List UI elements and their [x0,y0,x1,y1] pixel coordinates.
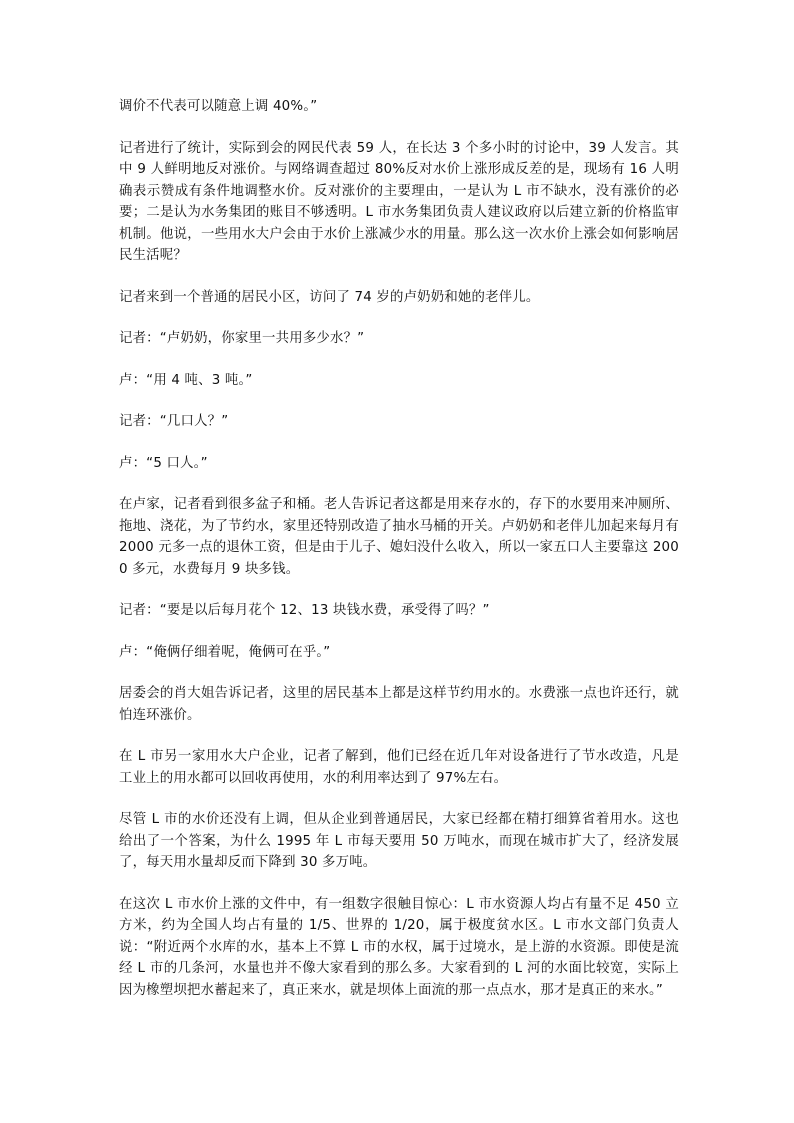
paragraph-lu-household: 在卢家，记者看到很多盆子和桶。老人告诉记者这都是用来存水的，存下的水要用来冲厕所、拖地、浇花，为了节约水，家里还特别改造了抽水马桶的开关。卢奶奶和老伴儿加起来每月有 2000 元多一点的退休工资，但是由于儿子、媳妇没什么收入，所以一家五口人主要靠这 2000 多元，水费每月 9 块多钱。 [119,497,679,577]
paragraph-enterprise: 在 L 市另一家用水大户企业，记者了解到，他们已经在近几年对设备进行了节水改造，凡是工业上的用水都可以回收再使用，水的利用率达到了 97%左右。 [119,749,679,786]
paragraph-water-saving: 尽管 L 市的水价还没有上调，但从企业到普通居民，大家已经都在精打细算省着用水。这也给出了一个答案，为什么 1995 年 L 市每天要用 50 万吨水，而现在城市扩大了，经济发展了，每天用水量却反而下降到 30 多万吨。 [119,812,679,870]
paragraph-neighborhood: 居委会的肖大姐告诉记者，这里的居民基本上都是这样节约用水的。水费涨一点也许还行，就怕连环涨价。 [119,686,679,723]
article-body [119,96,679,1021]
paragraph-meeting-stats: 记者进行了统计，实际到会的网民代表 59 人，在长达 3 个多小时的讨论中，39 人发言。其中 9 人鲜明地反对涨价。与网络调查超过 80%反对水价上涨形成反差的是，现场有 16 人明确表示赞成有条件地调整水价。反对涨价的主要理由，一是认为 L 市不缺水，没有涨价的必要；二是认为水务集团的账目不够透明。L 市水务集团负责人建议政府以后建立新的价格监审机制。他说，一些用水大户会由于水价上涨减少水的用量。那么这一次水价上涨会如何影响居民生活呢？ [119,140,679,263]
dialogue-lu-3: 卢：“俺俩仔细着呢，俺俩可在乎。” [119,644,331,660]
paragraph-price-note: 调价不代表可以随意上调 40%。” [119,99,318,114]
dialogue-lu-2: 卢：“5 口人。” [119,455,208,471]
paragraph-visit-intro: 记者来到一个普通的居民小区，访问了 74 岁的卢奶奶和她的老伴儿。 [119,289,540,305]
dialogue-reporter-2: 记者：“几口人？” [119,414,229,429]
dialogue-lu-1: 卢：“用 4 吨、3 吨。” [119,372,253,388]
paragraph-water-resources: 在这次 L 市水价上涨的文件中，有一组数字很触目惊心：L 市水资源人均占有量不足 450 立方米，约为全国人均占有量的 1/5、世界的 1/20，属于极度贫水区。L 市水文部门负责人说：“附近两个水库的水，基本上不算 L 市的水权，属于过境水，是上游的水资源。即使是流经 L 市的几条河，水量也并不像大家看到的那么多。大家看到的 L 河的水面比较宽，实际上因为橡塑坝把水蓄起来了，真正来水，就是坝体上面流的那一点点水，那才是真正的来水。” [119,896,679,998]
dialogue-reporter-1: 记者：“卢奶奶，你家里一共用多少水？” [119,331,365,346]
dialogue-reporter-3: 记者：“要是以后每月花个 12、13 块钱水费，承受得了吗？” [119,603,490,618]
